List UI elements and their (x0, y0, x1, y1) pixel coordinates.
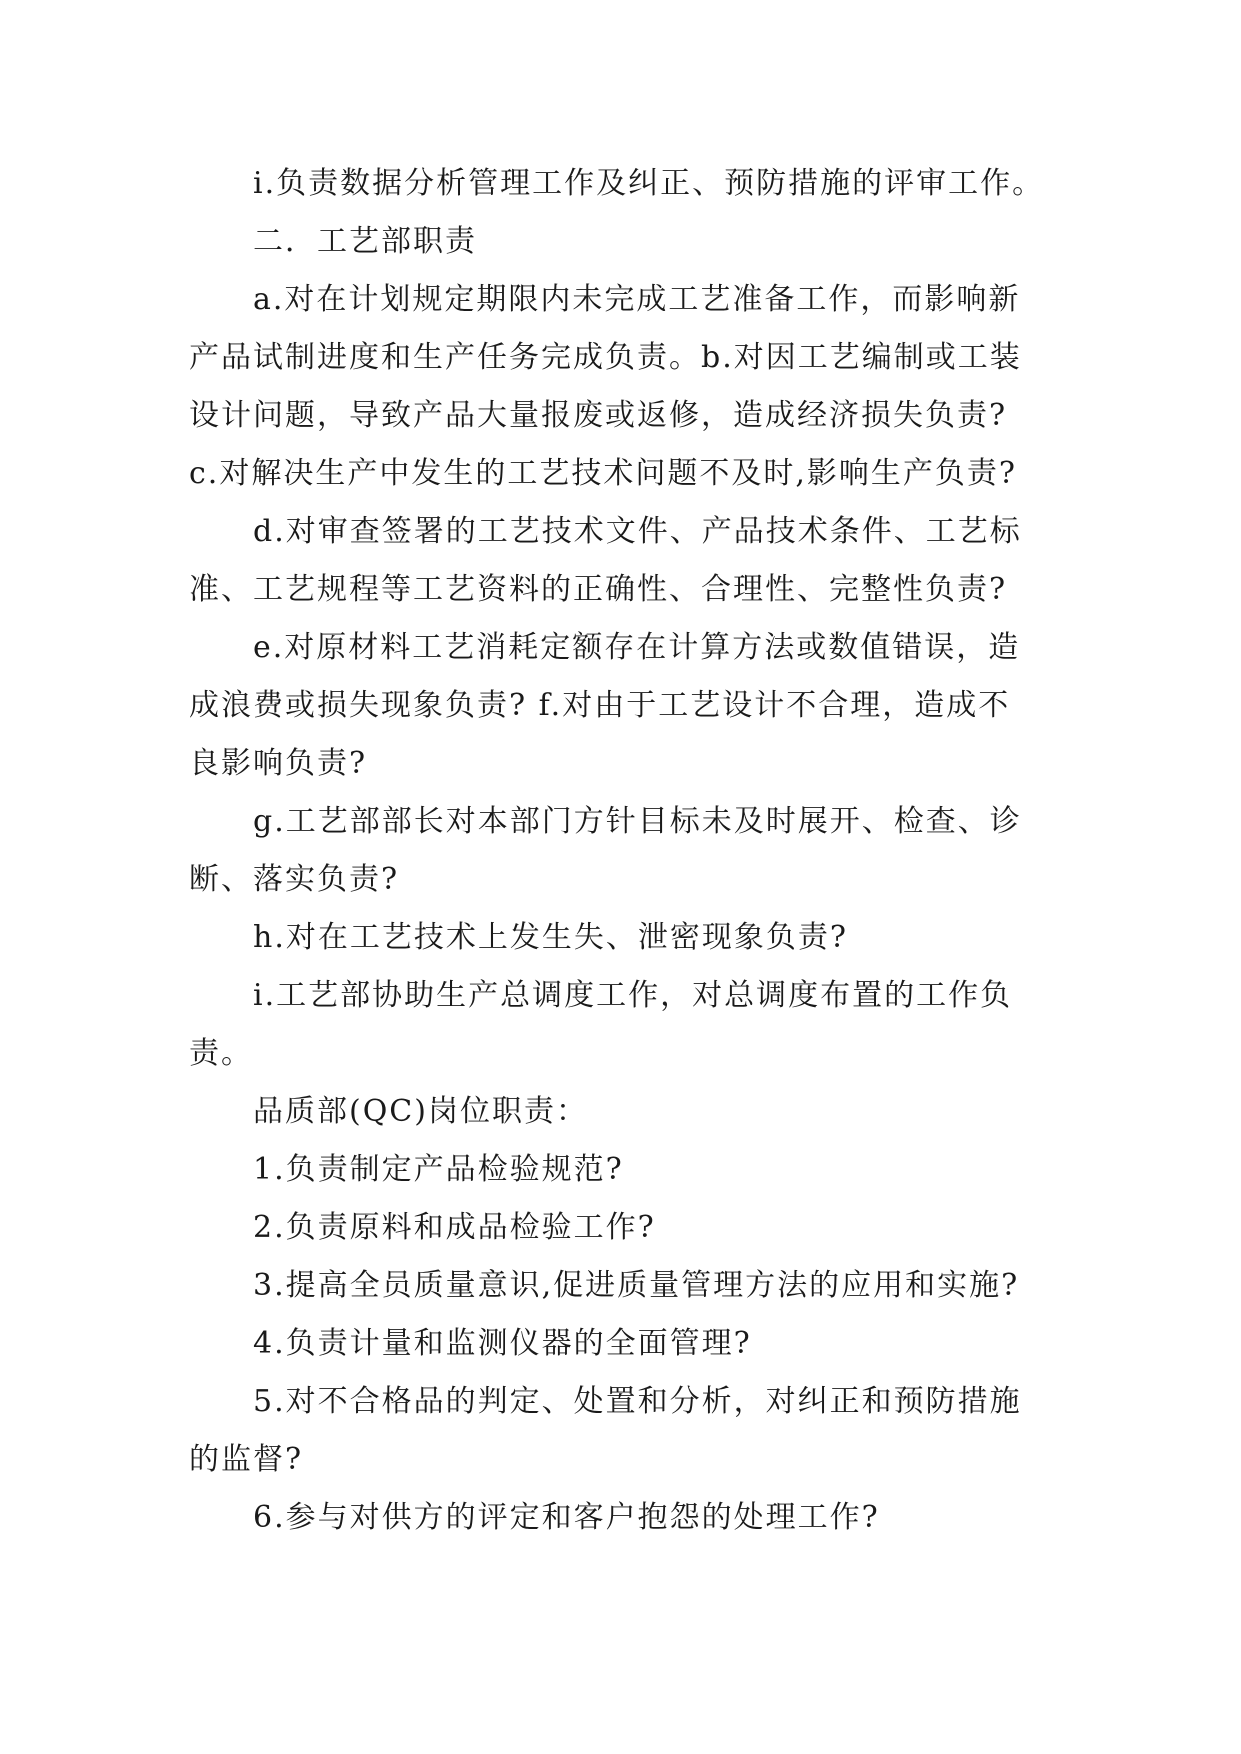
text-line: 准、工艺规程等工艺资料的正确性、合理性、完整性负责? (189, 572, 1008, 607)
text-line: d.对审查签署的工艺技术文件、产品技术条件、工艺标 (253, 514, 1022, 549)
list-item: 1.负责制定产品检验规范? (253, 1152, 624, 1187)
list-item: 5.对不合格品的判定、处置和分析，对纠正和预防措施 (253, 1384, 1022, 1419)
text-line: e.对原材料工艺消耗定额存在计算方法或数值错误，造 (253, 630, 1021, 665)
text-line: 设计问题，导致产品大量报废或返修，造成经济损失负责? (189, 398, 1008, 433)
text-line: 成浪费或损失现象负责? f.对由于工艺设计不合理，造成不 (189, 688, 1011, 723)
text-line: 断、落实负责? (189, 862, 400, 897)
document-body (189, 155, 1069, 1547)
text-line: g.工艺部部长对本部门方针目标未及时展开、检查、诊 (253, 804, 1022, 839)
text-line: h.对在工艺技术上发生失、泄密现象负责? (253, 920, 848, 955)
text-line: 责。 (189, 1036, 253, 1071)
list-item: 2.负责原料和成品检验工作? (253, 1210, 656, 1245)
section-heading: 二．工艺部职责 (253, 224, 477, 259)
text-line: i.负责数据分析管理工作及纠正、预防措施的评审工作。 (253, 166, 1045, 201)
text-line: a.对在计划规定期限内未完成工艺准备工作，而影响新 (253, 282, 1021, 317)
text-line: 良影响负责? (189, 746, 368, 781)
text-line: 产品试制进度和生产任务完成负责。b.对因工艺编制或工装 (189, 340, 1022, 375)
list-item: 6.参与对供方的评定和客户抱怨的处理工作? (253, 1500, 880, 1535)
text-line: 的监督? (189, 1442, 304, 1477)
section-heading: 品质部(QC)岗位职责： (253, 1094, 588, 1129)
text-line: c.对解决生产中发生的工艺技术问题不及时,影响生产负责? (189, 456, 1017, 491)
list-item: 3.提高全员质量意识,促进质量管理方法的应用和实施? (253, 1268, 1020, 1303)
text-line: i.工艺部协助生产总调度工作，对总调度布置的工作负 (253, 978, 1013, 1013)
list-item: 4.负责计量和监测仪器的全面管理? (253, 1326, 752, 1361)
